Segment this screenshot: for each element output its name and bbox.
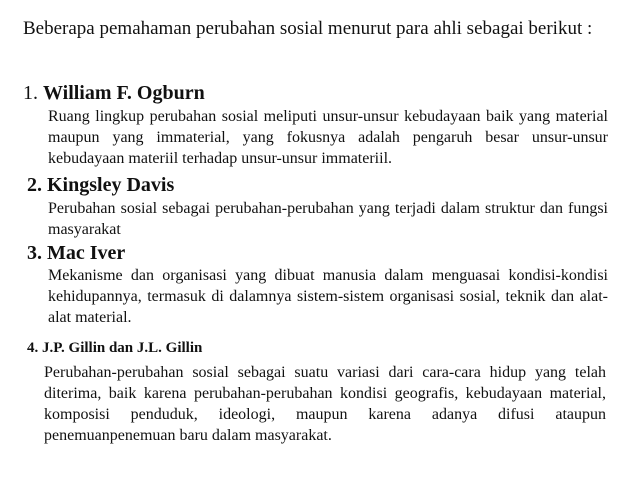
paragraph-mac-iver: Mekanisme dan organisasi yang dibuat manusia dalam menguasai kondisi-kondisi kehidupannya, termasuk di dalamnya sistem-sistem organisasi sosial, teknik dan alat-alat material. bbox=[48, 267, 608, 326]
paragraph-gillin: Perubahan-perubahan sosial sebagai suatu variasi dari cara-cara hidup yang telah diterima, baik karena perubahan-perubahan kondisi geografis, kebudayaan material, komposisi penduduk, ideologi, maupun karena adanya difusi ataupun penemuanpenemuan baru dalam masyarakat. bbox=[44, 364, 606, 444]
heading-mac-iver: 3. Mac Iver bbox=[27, 242, 126, 264]
heading-number: 1. bbox=[23, 82, 38, 104]
heading-gillin: 4. J.P. Gillin dan J.L. Gillin bbox=[27, 340, 203, 356]
paragraph-ogburn: Ruang lingkup perubahan sosial meliputi unsur-unsur kebudayaan baik yang material maupun yang immaterial, yang fokusnya adalah pengaruh besar unsur-unsur kebudayaan materiil terhadap unsur-unsur immateriil. bbox=[48, 108, 608, 167]
heading-kingsley-davis: 2. Kingsley Davis bbox=[27, 174, 175, 196]
heading-ogburn bbox=[23, 80, 205, 106]
intro-text: Beberapa pemahaman perubahan sosial menurut para ahli sebagai berikut : bbox=[23, 18, 593, 39]
heading-name: William F. Ogburn bbox=[43, 82, 205, 104]
paragraph-kingsley-davis: Perubahan sosial sebagai perubahan-perubahan yang terjadi dalam struktur dan fungsi masyarakat bbox=[48, 200, 608, 238]
